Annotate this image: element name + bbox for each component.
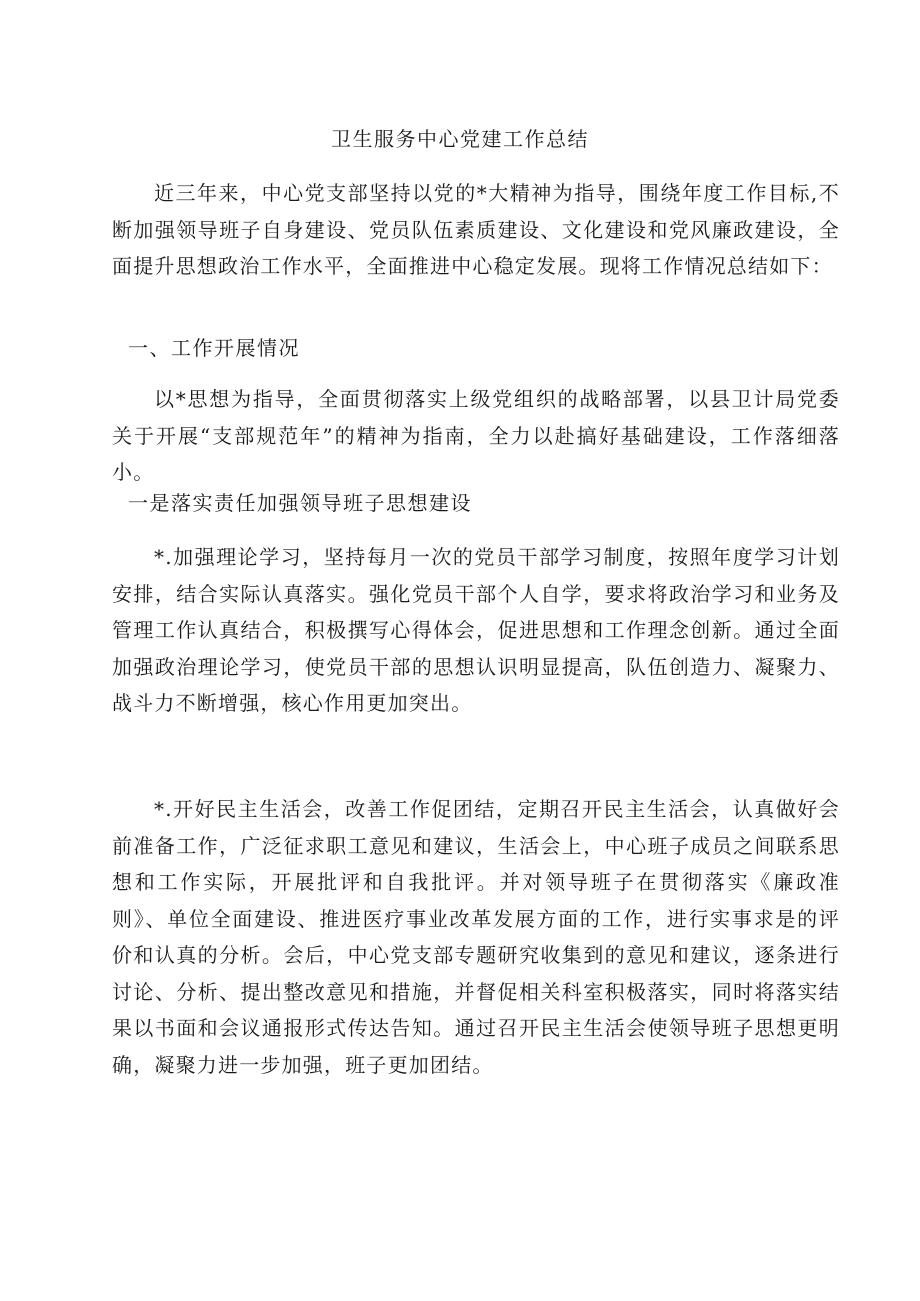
- subheading: 一是落实责任加强领导班子思想建设: [128, 491, 472, 515]
- intro-paragraph: 近三年来，中心党支部坚持以党的*大精神为指导，围绕年度工作目标,不断加强领导班子自身建设、党员队伍素质建设、文化建设和党风廉政建设，全面提升思想政治工作水平，全面推进中心稳定发展。现将工作情况总结如下：: [112, 181, 840, 278]
- item-paragraph-1: *.加强理论学习，坚持每月一次的党员干部学习制度，按照年度学习计划安排，结合实际认真落实。强化党员干部个人自学，要求将政治学习和业务及管理工作认真结合，积极撰写心得体会，促进思想和工作理念创新。通过全面加强政治理论学习，使党员干部的思想认识明显提高，队伍创造力、凝聚力、战斗力不断增强，核心作用更加突出。: [112, 545, 840, 715]
- section-paragraph: 以*思想为指导，全面贯彻落实上级党组织的战略部署，以县卫计局党委关于开展“支部规范年”的精神为指南，全力以赴搞好基础建设，工作落细落小。: [112, 387, 840, 484]
- document-title: 卫生服务中心党建工作总结: [331, 127, 589, 151]
- item-paragraph-2: *.开好民主生活会，改善工作促团结，定期召开民主生活会，认真做好会前准备工作，广泛征求职工意见和建议，生活会上，中心班子成员之间联系思想和工作实际，开展批评和自我批评。并对领导班子在贯彻落实《廉政准则》、单位全面建设、推进医疗事业改革发展方面的工作，进行实事求是的评价和认真的分析。会后，中心党支部专题研究收集到的意见和建议，逐条进行讨论、分析、提出整改意见和措施，并督促相关科室积极落实，同时将落实结果以书面和会议通报形式传达告知。通过召开民主生活会使领导班子思想更明确，凝聚力进一步加强，班子更加团结。: [112, 797, 840, 1077]
- section-heading: 一、工作开展情况: [128, 336, 300, 360]
